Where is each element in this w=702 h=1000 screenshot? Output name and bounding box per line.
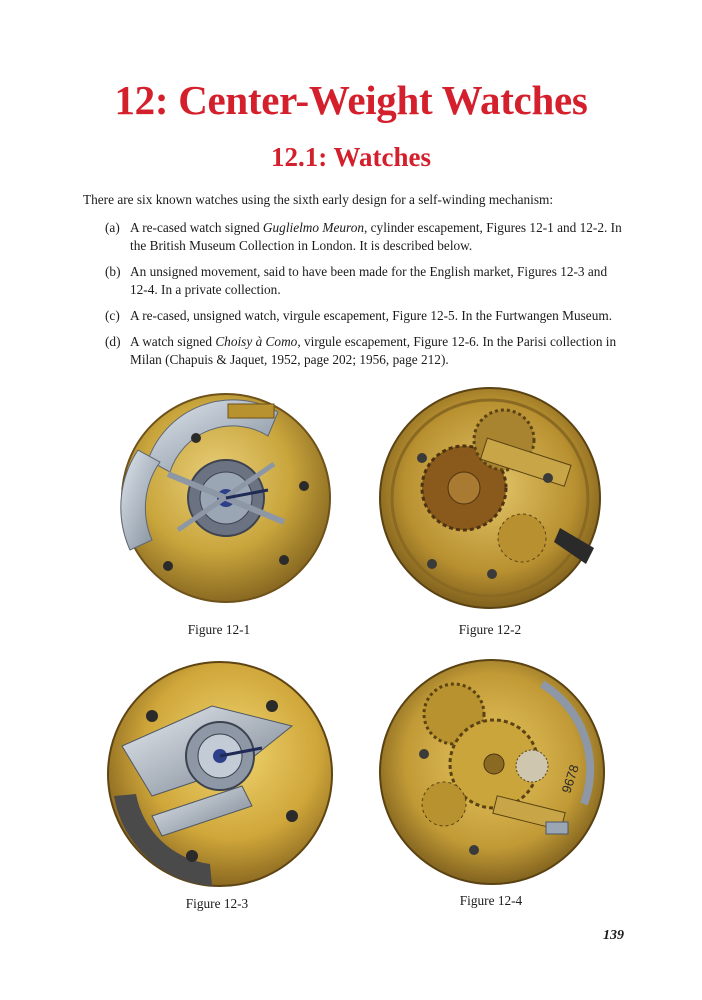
chapter-title: 12: Center-Weight Watches	[114, 77, 588, 123]
item-text: A re-cased, unsigned watch, virgule escapement, Figure 12-5. In the Furtwangen Museum.	[130, 308, 613, 323]
item-text-rest: , virgule escapement, Figure 12-6. In the Parisi collection in Milan (Chapuis & Jaquet, 1952, page 202; 1956, page 212).	[130, 334, 617, 367]
movement-serial-engraving: 9678	[558, 762, 582, 795]
page-number: 139	[603, 928, 624, 943]
item-text-rest: , cylinder escapement, Figures 12-1 and 12-2. In the British Museum Collection in London. It is described below.	[130, 220, 622, 253]
item-text: A watch signed	[130, 334, 216, 349]
figure-12-2-caption: Figure 12-2	[458, 622, 522, 637]
list-item	[83, 263, 628, 299]
item-signature: Guglielmo Meuron	[262, 220, 364, 235]
watch-list	[83, 219, 628, 377]
figure-12-4-caption: Figure 12-4	[459, 893, 523, 908]
intro-paragraph: There are six known watches using the sixth early design for a self-winding mechanism:	[83, 192, 554, 207]
item-text: A re-cased watch signed	[130, 220, 263, 235]
item-signature: Choisy à Como	[215, 334, 298, 349]
figure-12-1-caption: Figure 12-1	[187, 622, 251, 637]
list-item	[83, 307, 628, 325]
list-item	[83, 333, 628, 369]
list-marker: (c)	[105, 308, 120, 323]
list-marker: (d)	[105, 334, 121, 349]
figure-12-1-image	[108, 390, 340, 610]
list-item	[83, 219, 628, 255]
figure-12-2-image	[372, 378, 608, 614]
item-text: An unsigned movement, said to have been made for the English market, Figures 12-3 and 12-4. In a private collection.	[130, 264, 608, 297]
figure-12-3-caption: Figure 12-3	[185, 896, 249, 911]
figure-12-4-image	[374, 654, 610, 890]
figure-12-3-image	[92, 656, 342, 894]
list-marker: (b)	[105, 264, 121, 279]
section-title: 12.1: Watches	[271, 142, 431, 172]
list-marker: (a)	[105, 220, 120, 235]
